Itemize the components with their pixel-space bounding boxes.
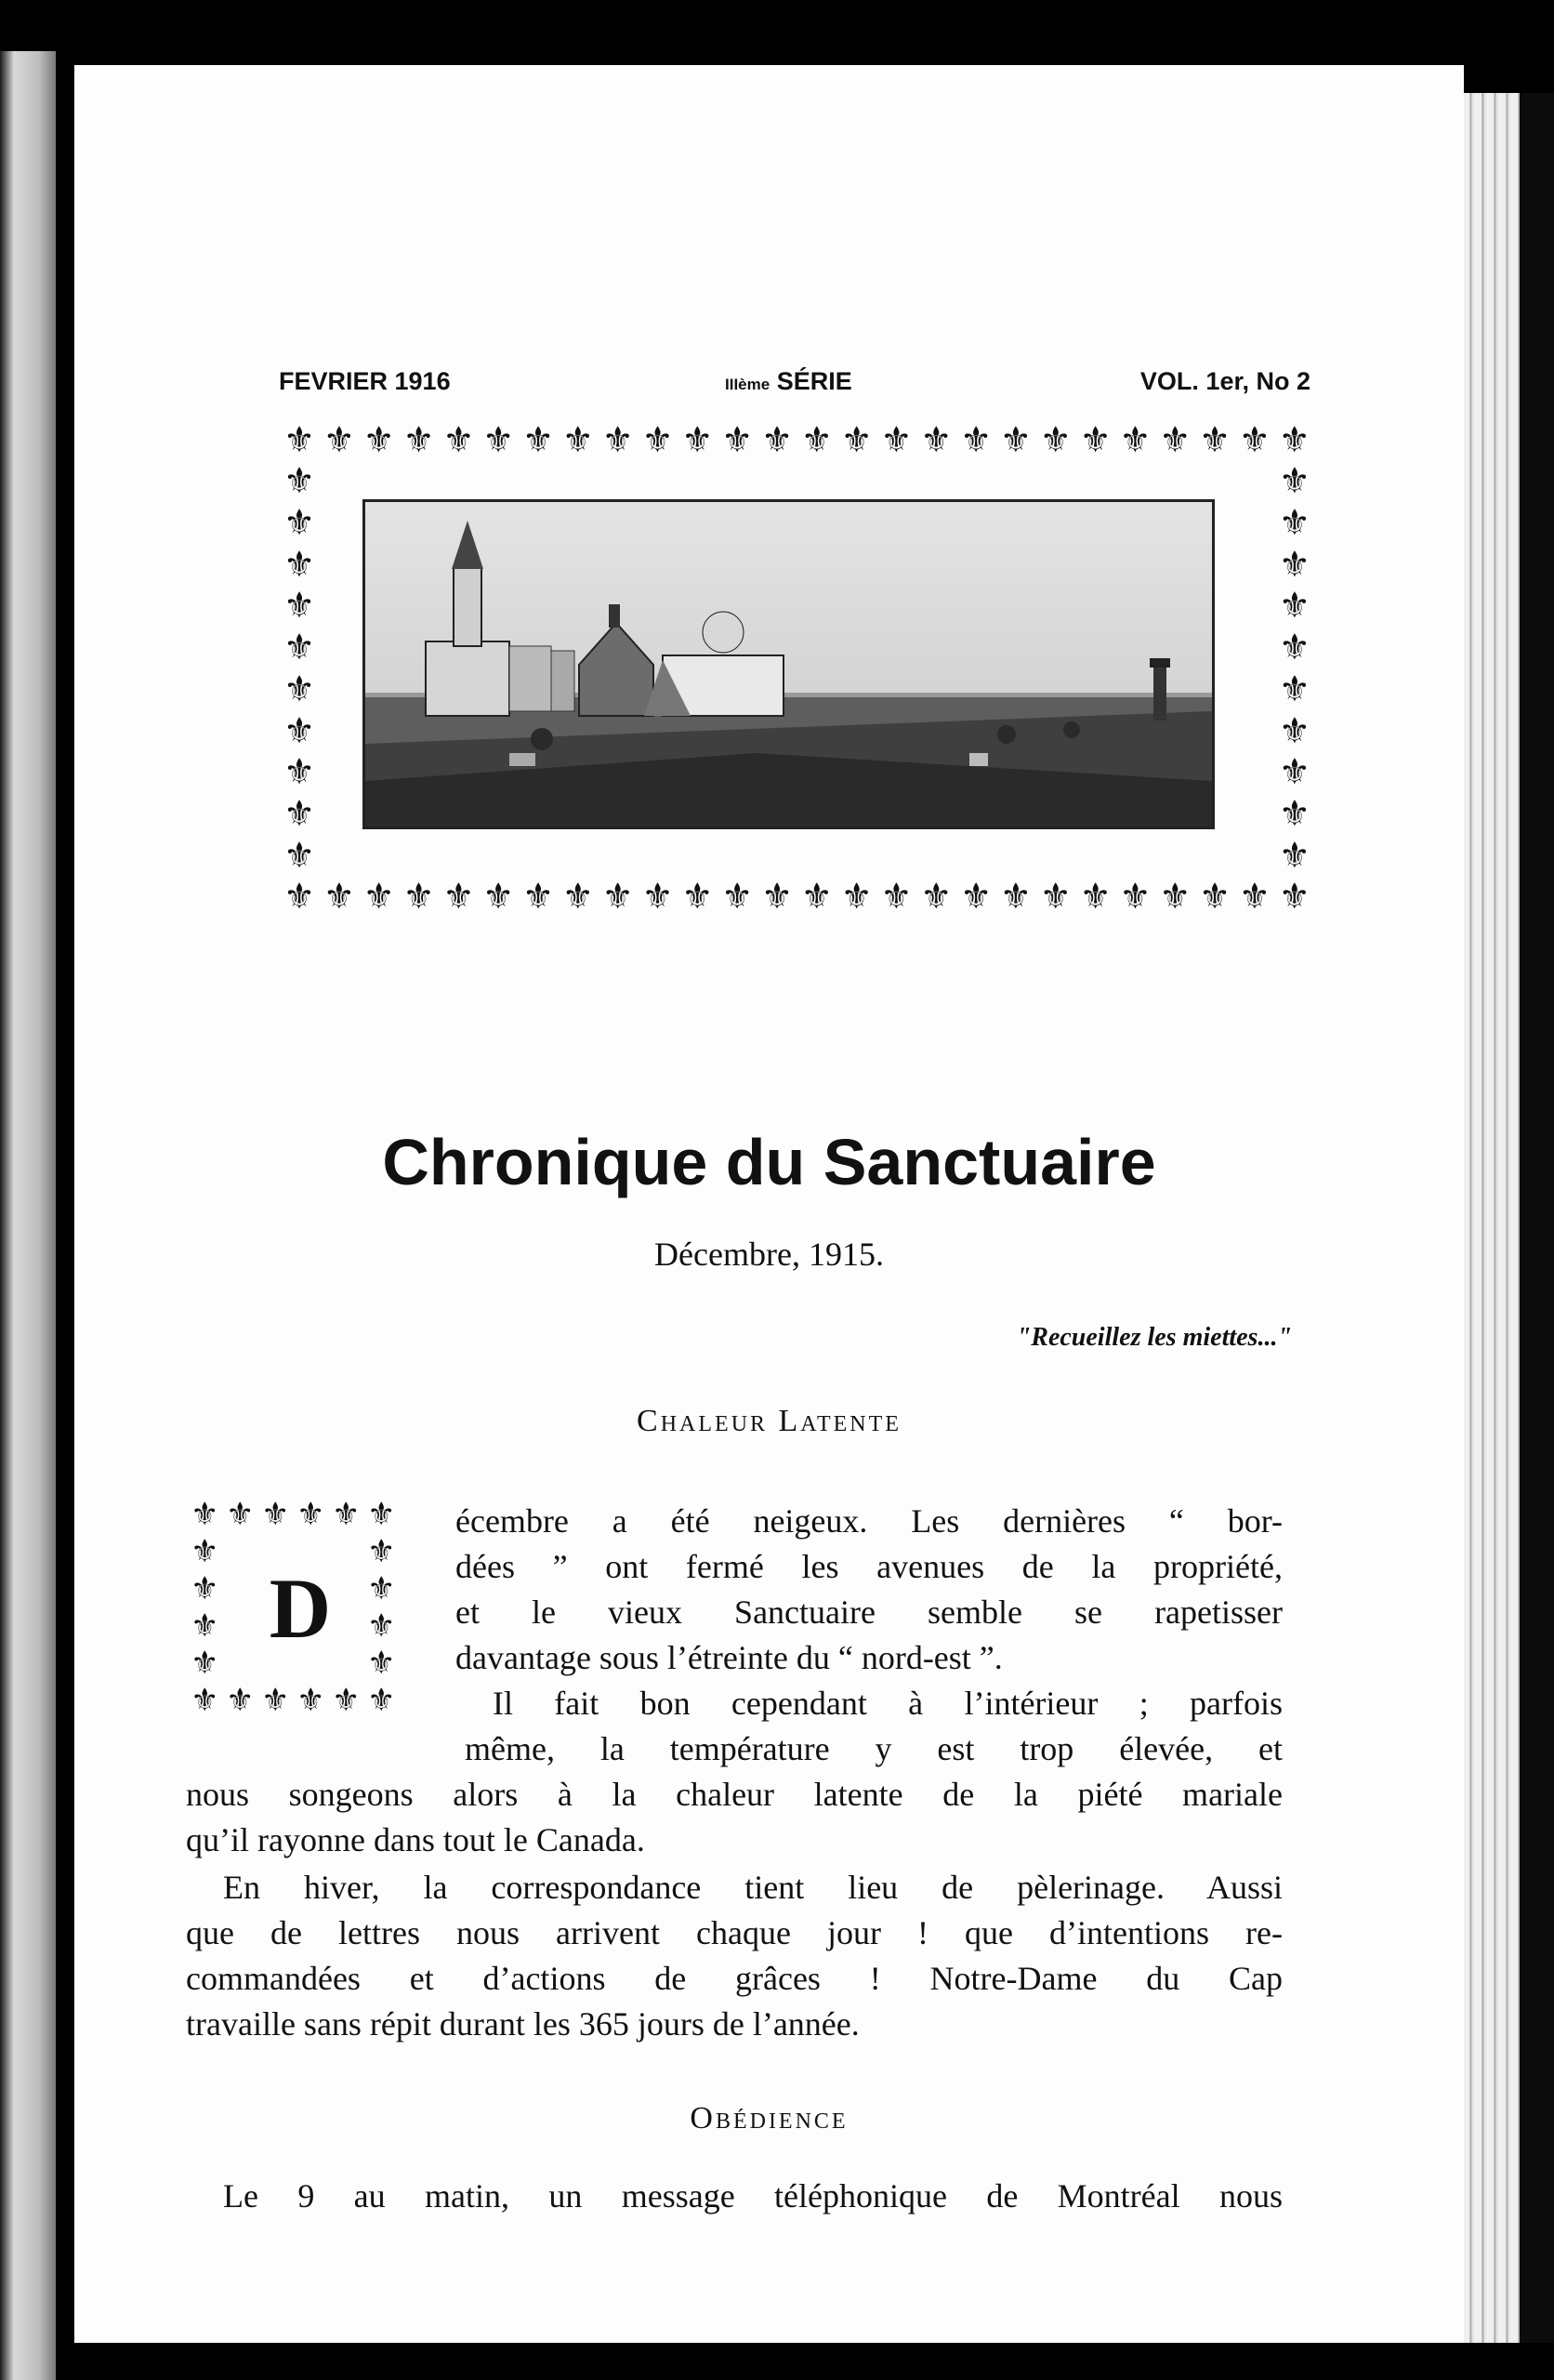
text-line: Le 9 au matin, un message téléphonique de Montréal nous xyxy=(223,2177,1283,2215)
fleur-de-lis-icon: ⚜ xyxy=(283,628,316,668)
drop-cap-letter: D xyxy=(269,1561,332,1656)
fleur-de-lis-icon: ⚜ xyxy=(296,1684,325,1718)
fleur-de-lis-icon: ⚜ xyxy=(323,421,355,460)
fleur-de-lis-icon: ⚜ xyxy=(283,795,316,835)
text-line: nous songeons alors à la chaleur latente de la piété mariale xyxy=(186,1776,1283,1813)
fleur-de-lis-icon: ⚜ xyxy=(681,878,714,917)
fleur-de-lis-icon: ⚜ xyxy=(261,1684,290,1718)
fleur-de-lis-icon: ⚜ xyxy=(1119,421,1152,460)
paragraph-3 xyxy=(186,2174,1283,2219)
border-bottom xyxy=(283,877,1310,918)
fleur-de-lis-icon: ⚜ xyxy=(283,545,316,585)
fleur-de-lis-icon: ⚜ xyxy=(920,878,953,917)
fleur-de-lis-icon: ⚜ xyxy=(1039,878,1072,917)
text-line: que de lettres nous arrivent chaque jour ! que d’intentions re- xyxy=(186,1914,1283,1951)
fleur-de-lis-icon: ⚜ xyxy=(561,421,594,460)
fleur-de-lis-icon: ⚜ xyxy=(880,421,913,460)
fleur-de-lis-icon: ⚜ xyxy=(880,878,913,917)
fleur-de-lis-icon: ⚜ xyxy=(1079,878,1112,917)
text-line: davantage sous l’étreinte du “ nord-est ”. xyxy=(455,1639,1003,1676)
fleur-de-lis-icon: ⚜ xyxy=(1278,711,1310,751)
border-left xyxy=(283,461,315,877)
article-date: Décembre, 1915. xyxy=(654,1236,884,1273)
header-date: FEVRIER 1916 xyxy=(279,367,451,395)
fleur-de-lis-icon: ⚜ xyxy=(1278,669,1310,709)
fleur-de-lis-icon: ⚜ xyxy=(191,1572,219,1606)
fleur-de-lis-icon: ⚜ xyxy=(1278,628,1310,668)
fleur-de-lis-icon: ⚜ xyxy=(191,1498,219,1532)
fleur-de-lis-icon: ⚜ xyxy=(402,421,435,460)
fleur-de-lis-icon: ⚜ xyxy=(332,1684,361,1718)
fleur-de-lis-icon: ⚜ xyxy=(367,1609,396,1644)
fleur-de-lis-icon: ⚜ xyxy=(1238,878,1271,917)
fleur-de-lis-icon: ⚜ xyxy=(760,421,794,460)
fleur-de-lis-icon: ⚜ xyxy=(960,421,993,460)
fleur-de-lis-icon: ⚜ xyxy=(367,1684,396,1718)
fleur-de-lis-icon: ⚜ xyxy=(283,669,316,709)
fleur-de-lis-icon: ⚜ xyxy=(323,878,355,917)
fleur-de-lis-icon: ⚜ xyxy=(920,421,953,460)
fleur-de-lis-icon: ⚜ xyxy=(402,878,435,917)
fleur-de-lis-icon: ⚜ xyxy=(840,421,873,460)
text-line: dées ” ont fermé les avenues de la propriété, xyxy=(455,1548,1283,1585)
section-heading-chaleur-latente: Chaleur Latente xyxy=(637,1404,902,1438)
epigraph: "Recueillez les miettes..." xyxy=(1016,1323,1292,1352)
text-line: qu’il rayonne dans tout le Canada. xyxy=(186,1821,645,1858)
fleur-de-lis-icon: ⚜ xyxy=(999,878,1032,917)
fleur-de-lis-icon: ⚜ xyxy=(999,421,1032,460)
paragraph-2 xyxy=(186,1865,1283,2047)
paragraph-1-end xyxy=(186,1772,1283,1863)
right-background xyxy=(1520,93,1554,2343)
fleur-de-lis-icon: ⚜ xyxy=(191,1609,219,1644)
fleur-de-lis-icon: ⚜ xyxy=(367,1535,396,1569)
fleur-de-lis-icon: ⚜ xyxy=(760,878,794,917)
fleur-de-lis-icon: ⚜ xyxy=(1278,503,1310,543)
fleur-de-lis-icon: ⚜ xyxy=(442,421,475,460)
fleur-de-lis-icon: ⚜ xyxy=(641,421,674,460)
fleur-de-lis-icon: ⚜ xyxy=(226,1498,255,1532)
text-line: commandées et d’actions de grâces ! Notre-Dame du Cap xyxy=(186,1960,1283,1997)
fleur-de-lis-icon: ⚜ xyxy=(367,1498,396,1532)
border-top xyxy=(283,420,1310,461)
header-series-label: SÉRIE xyxy=(776,367,852,395)
article-title: Chronique du Sanctuaire xyxy=(382,1126,1156,1198)
text-line: Il fait bon cependant à l’intérieur ; parfois xyxy=(493,1685,1283,1722)
fleur-de-lis-icon: ⚜ xyxy=(1079,421,1112,460)
fleur-de-lis-icon: ⚜ xyxy=(840,878,873,917)
fleur-de-lis-icon: ⚜ xyxy=(283,878,316,917)
fleur-de-lis-icon: ⚜ xyxy=(283,753,316,793)
fleur-de-lis-icon: ⚜ xyxy=(800,878,833,917)
border-right xyxy=(1279,461,1310,877)
magazine-page xyxy=(74,65,1464,2343)
fleur-de-lis-icon: ⚜ xyxy=(1278,795,1310,835)
fleur-de-lis-icon: ⚜ xyxy=(362,421,395,460)
fleur-de-lis-icon: ⚜ xyxy=(1238,421,1271,460)
fleur-de-lis-icon: ⚜ xyxy=(1119,878,1152,917)
fleur-de-lis-icon: ⚜ xyxy=(800,421,833,460)
text-line: En hiver, la correspondance tient lieu de pèlerinage. Aussi xyxy=(223,1869,1283,1906)
sanctuary-photograph xyxy=(362,499,1215,829)
fleur-de-lis-icon: ⚜ xyxy=(641,878,674,917)
fleur-de-lis-icon: ⚜ xyxy=(1278,462,1310,501)
fleur-de-lis-icon: ⚜ xyxy=(283,836,316,876)
fleur-de-lis-icon: ⚜ xyxy=(721,878,754,917)
fleur-de-lis-icon: ⚜ xyxy=(283,503,316,543)
fleur-de-lis-icon: ⚜ xyxy=(1278,836,1310,876)
fleur-de-lis-icon: ⚜ xyxy=(1278,753,1310,793)
fleur-de-lis-icon: ⚜ xyxy=(191,1646,219,1681)
fleur-de-lis-icon: ⚜ xyxy=(1039,421,1072,460)
fleur-de-lis-icon: ⚜ xyxy=(681,421,714,460)
fleur-de-lis-icon: ⚜ xyxy=(296,1498,325,1532)
fleur-de-lis-frame xyxy=(283,420,1310,918)
paragraph-1-lines xyxy=(455,1499,1283,1726)
paragraph-1-line-6 xyxy=(465,1726,1283,1772)
fleur-de-lis-icon: ⚜ xyxy=(1278,545,1310,585)
fleur-de-lis-icon: ⚜ xyxy=(226,1684,255,1718)
right-page-edges xyxy=(1464,93,1520,2343)
fleur-de-lis-icon: ⚜ xyxy=(283,587,316,627)
header-series-prefix: IIIème xyxy=(725,376,770,393)
header-series xyxy=(725,367,852,396)
text-line: écembre a été neigeux. Les dernières “ bor- xyxy=(455,1502,1283,1540)
section-heading-obedience: Obédience xyxy=(690,2101,849,2135)
fleur-de-lis-icon: ⚜ xyxy=(561,878,594,917)
left-page-edge xyxy=(0,51,56,2380)
fleur-de-lis-icon: ⚜ xyxy=(482,421,515,460)
fleur-de-lis-icon: ⚜ xyxy=(521,421,555,460)
fleur-de-lis-icon: ⚜ xyxy=(442,878,475,917)
fleur-de-lis-icon: ⚜ xyxy=(721,421,754,460)
fleur-de-lis-icon: ⚜ xyxy=(601,421,634,460)
fleur-de-lis-icon: ⚜ xyxy=(1199,878,1231,917)
fleur-de-lis-icon: ⚜ xyxy=(1159,421,1192,460)
fleur-de-lis-icon: ⚜ xyxy=(367,1646,396,1681)
fleur-de-lis-icon: ⚜ xyxy=(1278,587,1310,627)
text-line: travaille sans répit durant les 365 jours de l’année. xyxy=(186,2005,860,2043)
fleur-de-lis-icon: ⚜ xyxy=(367,1572,396,1606)
fleur-de-lis-icon: ⚜ xyxy=(960,878,993,917)
fleur-de-lis-icon: ⚜ xyxy=(482,878,515,917)
fleur-de-lis-icon: ⚜ xyxy=(362,878,395,917)
fleur-de-lis-icon: ⚜ xyxy=(261,1498,290,1532)
fleur-de-lis-icon: ⚜ xyxy=(1159,878,1192,917)
fleur-de-lis-icon: ⚜ xyxy=(1278,421,1310,460)
fleur-de-lis-icon: ⚜ xyxy=(191,1684,219,1718)
fleur-de-lis-icon: ⚜ xyxy=(283,462,316,501)
fleur-de-lis-icon: ⚜ xyxy=(332,1498,361,1532)
fleur-de-lis-icon: ⚜ xyxy=(521,878,555,917)
fleur-de-lis-icon: ⚜ xyxy=(283,421,316,460)
fleur-de-lis-icon: ⚜ xyxy=(1199,421,1231,460)
header-volume: VOL. 1er, No 2 xyxy=(1139,367,1310,395)
fleur-de-lis-icon: ⚜ xyxy=(601,878,634,917)
fleur-de-lis-icon: ⚜ xyxy=(191,1535,219,1569)
text-line: même, la température y est trop élevée, et xyxy=(465,1730,1283,1767)
fleur-de-lis-icon: ⚜ xyxy=(283,711,316,751)
text-line: et le vieux Sanctuaire semble se rapetisser xyxy=(455,1593,1283,1631)
running-header xyxy=(279,367,1310,404)
ornamental-drop-cap xyxy=(191,1500,409,1718)
fleur-de-lis-icon: ⚜ xyxy=(1278,878,1310,917)
